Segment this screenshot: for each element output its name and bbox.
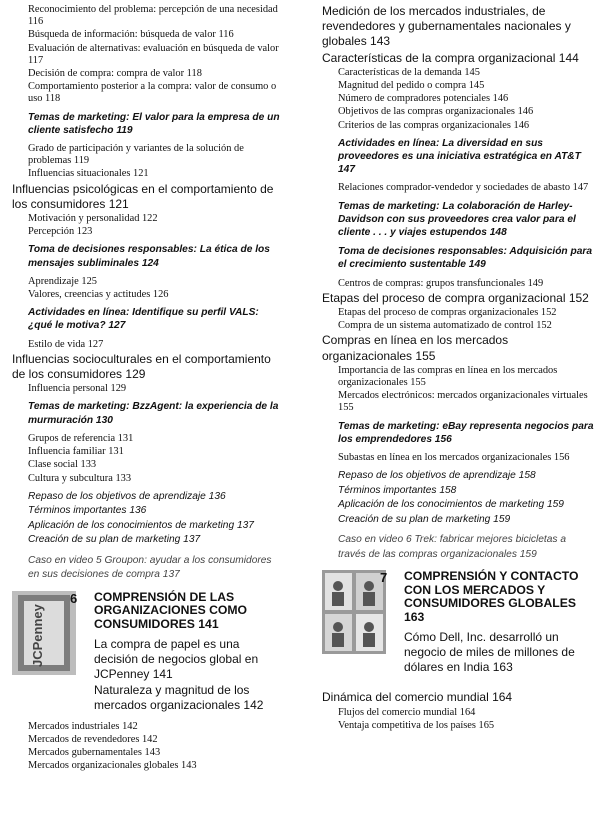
apparatus-entry: Repaso de los objetivos de aprendizaje 136 [28,490,226,502]
toc-entry: Mercados electrónicos: mercados organizacionales virtuales 155 [338,390,588,414]
toc-entry: Percepción 123 [28,226,93,238]
video-case-entry: Caso en video 6 Trek: fabricar mejores bicicletas a través de las compras organizacionales 159 [338,534,566,560]
section-heading: Medición de los mercados industriales, de revendedores y gubernamentales nacionales y globales 143 [322,4,571,49]
toc-entry: Mercados de revendedores 142 [28,733,158,745]
toc-right-column [322,4,594,733]
feature-box-entry: Toma de decisiones responsables: Adquisición para el crecimiento sustentable 149 [338,246,593,271]
apparatus-entry: Términos importantes 136 [28,505,147,517]
toc-entry: Cultura y subcultura 133 [28,472,132,484]
chapter-opener-entry: La compra de papel es una decisión de negocios global en JCPenney 141 [94,636,259,682]
chapter-number: 7 [380,570,388,586]
toc-entry: Número de compradores potenciales 146 [338,93,509,105]
section-heading: Influencias psicológicas en el comportamiento de los consumidores 121 [12,181,274,211]
apparatus-entry: Creación de su plan de marketing 159 [338,513,511,525]
section-heading: Etapas del proceso de compra organizacional 152 [322,290,589,305]
toc-entry: Mercados organizacionales globales 143 [28,760,197,772]
toc-entry: Características de la demanda 145 [338,66,480,78]
toc-left-column [12,4,284,774]
toc-entry: Comportamiento posterior a la compra: valor de consumo o uso 118 [28,81,277,105]
toc-entry: Mercados gubernamentales 143 [28,747,161,759]
toc-entry: Estilo de vida 127 [28,338,104,350]
apparatus-entry: Aplicación de los conocimientos de marketing 137 [28,519,254,531]
toc-entry: Valores, creencias y actitudes 126 [28,289,169,301]
chapter-opener-entry: Cómo Dell, Inc. desarrolló un negocio de miles de millones de dólares en India 163 [404,629,575,675]
toc-entry: Búsqueda de información: búsqueda de valor 116 [28,29,234,41]
feature-box-entry: Temas de marketing: El valor para la empresa de un cliente satisfecho 119 [28,111,280,136]
section-heading: Naturaleza y magnitud de los mercados organizacionales 142 [94,682,264,712]
toc-entry: Grado de participación y variantes de la solución de problemas 119 [28,143,244,167]
toc-entry: Etapas del proceso de compras organizacionales 152 [338,307,557,319]
chapter-title-text: COMPRENSIÓN Y CONTACTO CON LOS MERCADOS Y CONSUMIDORES GLOBALES 163 [404,569,579,624]
chapter-number: 6 [70,590,78,606]
chapter-6-thumbnail [12,591,76,675]
chapter-title [404,570,594,675]
toc-entry: Influencia familiar 131 [28,446,124,458]
chapter-title [94,591,284,713]
jcpenney-logo-text: JCPenney [30,603,45,667]
section-heading: Compras en línea en los mercados organizacionales 155 [322,333,509,363]
toc-entry: Decisión de compra: compra de valor 118 [28,68,202,80]
toc-entry: Objetivos de las compras organizacionales 146 [338,106,534,118]
toc-entry: Reconocimiento del problema: percepción de una necesidad 116 [28,4,278,28]
feature-box-entry: Temas de marketing: La colaboración de Harley-Davidson con sus proveedores crea valor para el cliente . . . y viajes estupendos 148 [338,200,576,239]
toc-entry: Importancia de las compras en línea en los mercados organizacionales 155 [338,364,558,389]
chapter-title-text: COMPRENSIÓN DE LAS ORGANIZACIONES COMO CONSUMIDORES 141 [94,589,248,631]
section-heading: Influencias socioculturales en el comportamiento de los consumidores 129 [12,351,271,382]
toc-entry: Influencia personal 129 [28,383,127,395]
toc-entry: Flujos del comercio mundial 164 [338,706,476,718]
toc-entry: Magnitud del pedido o compra 145 [338,80,485,92]
toc-entry: Influencias situacionales 121 [28,168,149,180]
toc-entry: Grupos de referencia 131 [28,432,134,444]
feature-box-entry: Temas de marketing: BzzAgent: la experiencia de la murmuración 130 [28,401,279,426]
section-heading: Dinámica del comercio mundial 164 [322,690,513,705]
toc-entry: Motivación y personalidad 122 [28,213,158,225]
feature-box-entry: Toma de decisiones responsables: La ética de los mensajes subliminales 124 [28,244,270,269]
apparatus-entry: Aplicación de los conocimientos de marketing 159 [338,499,564,511]
feature-box-entry: Actividades en línea: Identifique su perfil VALS: ¿qué le motiva? 127 [28,307,259,332]
toc-entry: Compra de un sistema automatizado de control 152 [338,320,552,332]
chapter-6-block [12,591,284,721]
toc-entry: Relaciones comprador-vendedor y sociedades de abasto 147 [338,182,589,194]
apparatus-entry: Repaso de los objetivos de aprendizaje 158 [338,470,536,482]
toc-entry: Ventaja competitiva de los países 165 [338,719,495,731]
chapter-7-block [322,570,594,690]
toc-entry: Aprendizaje 125 [28,275,97,287]
feature-box-entry: Temas de marketing: eBay representa negocios para los emprendedores 156 [338,420,594,445]
video-case-entry: Caso en video 5 Groupon: ayudar a los consumidores en sus decisiones de compra 137 [28,554,272,581]
feature-box-entry: Actividades en línea: La diversidad en sus proveedores es una iniciativa estratégica en AT&T 147 [338,137,581,176]
toc-entry: Clase social 133 [28,459,97,471]
toc-entry: Mercados industriales 142 [28,720,138,732]
section-heading: Características de la compra organizacional 144 [322,50,579,65]
apparatus-entry: Términos importantes 158 [338,484,457,496]
toc-entry: Evaluación de alternativas: evaluación en búsqueda de valor 117 [28,42,279,66]
chapter-7-thumbnail [322,570,386,654]
toc-entry: Subastas en línea en los mercados organizacionales 156 [338,452,570,464]
toc-entry: Centros de compras: grupos transfuncionales 149 [338,277,544,289]
toc-entry: Criterios de las compras organizacionales 146 [338,119,530,131]
apparatus-entry: Creación de su plan de marketing 137 [28,534,201,546]
